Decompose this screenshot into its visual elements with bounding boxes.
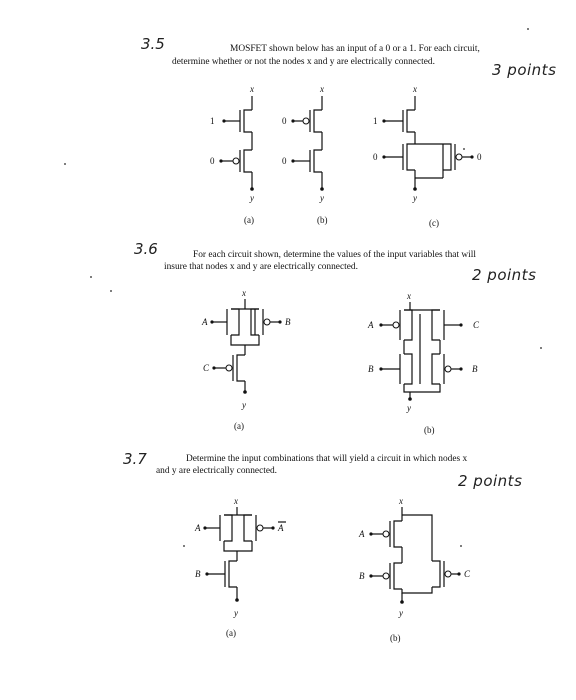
circuit-3-6-b (360, 288, 500, 423)
scan-speck (540, 347, 542, 349)
svg-text:x: x (413, 84, 417, 94)
input-A-label: A (202, 317, 208, 327)
problem-3-7-points: 2 points (458, 472, 523, 490)
caption-3-6-b: (b) (424, 425, 435, 435)
svg-text:y: y (413, 193, 417, 203)
caption-3-5-b: (b) (317, 215, 328, 225)
node-x-label: x (250, 84, 254, 94)
scan-speck (183, 545, 185, 547)
input-A-bar-label: A (278, 523, 284, 533)
svg-text:y: y (399, 608, 403, 618)
problem-number-3-6: 3.6 (134, 240, 158, 258)
svg-text:0: 0 (373, 152, 378, 162)
svg-text:1: 1 (373, 116, 378, 126)
problem-3-7-text-line1: Determine the input combinations that will yield a circuit in which nodes x (186, 454, 468, 464)
problem-3-5-points: 3 points (492, 61, 557, 79)
svg-text:C: C (473, 320, 480, 330)
svg-text:C: C (464, 569, 471, 579)
scan-speck (110, 290, 112, 292)
caption-3-7-b: (b) (390, 633, 401, 643)
problem-3-6-text-line2: insure that nodes x and y are electrically connected. (164, 262, 358, 272)
input-0-label: 0 (210, 156, 215, 166)
scan-speck (460, 545, 462, 547)
circuit-3-5-b (280, 80, 350, 220)
svg-text:B: B (368, 364, 374, 374)
caption-3-7-a: (a) (226, 628, 236, 638)
circuit-3-5-a (200, 80, 270, 220)
scan-speck (463, 148, 465, 150)
caption-3-6-a: (a) (234, 421, 244, 431)
svg-text:y: y (242, 400, 246, 410)
circuit-3-7-a (190, 493, 310, 633)
problem-number-3-7: 3.7 (123, 450, 147, 468)
svg-text:y: y (234, 608, 238, 618)
node-y-label: y (250, 193, 254, 203)
circuit-3-6-a (195, 285, 315, 420)
svg-text:0: 0 (282, 156, 287, 166)
svg-text:x: x (407, 291, 411, 301)
problem-number-3-5: 3.5 (141, 35, 165, 53)
svg-text:B: B (195, 569, 201, 579)
circuit-3-7-b (350, 493, 490, 633)
svg-text:x: x (234, 496, 238, 506)
scan-speck (90, 276, 92, 278)
svg-text:B: B (472, 364, 478, 374)
svg-text:A: A (359, 529, 365, 539)
problem-3-6-points: 2 points (472, 266, 537, 284)
svg-text:0: 0 (282, 116, 287, 126)
svg-text:x: x (399, 496, 403, 506)
input-1-label: 1 (210, 116, 215, 126)
problem-3-7-text-line2: and y are electrically connected. (156, 466, 278, 476)
svg-text:y: y (407, 403, 411, 413)
problem-3-5-text-line2: determine whether or not the nodes x and y are electrically connected. (172, 57, 435, 67)
svg-text:y: y (320, 193, 324, 203)
input-C-label: C (203, 363, 210, 373)
caption-3-5-a: (a) (244, 215, 254, 225)
svg-text:A: A (368, 320, 374, 330)
svg-text:B: B (359, 571, 365, 581)
problem-3-5-text-line1: MOSFET shown below has an input of a 0 or a 1. For each circuit, (230, 44, 480, 54)
input-B-label: B (285, 317, 291, 327)
svg-text:0: 0 (477, 152, 482, 162)
svg-text:x: x (320, 84, 324, 94)
problem-3-6-text-line1: For each circuit shown, determine the values of the input variables that will (193, 250, 476, 260)
scan-speck (64, 163, 66, 165)
scan-speck (527, 28, 529, 30)
svg-text:A: A (195, 523, 201, 533)
caption-3-5-c: (c) (429, 218, 439, 228)
circuit-3-5-c (365, 80, 495, 220)
svg-text:x: x (242, 288, 246, 298)
